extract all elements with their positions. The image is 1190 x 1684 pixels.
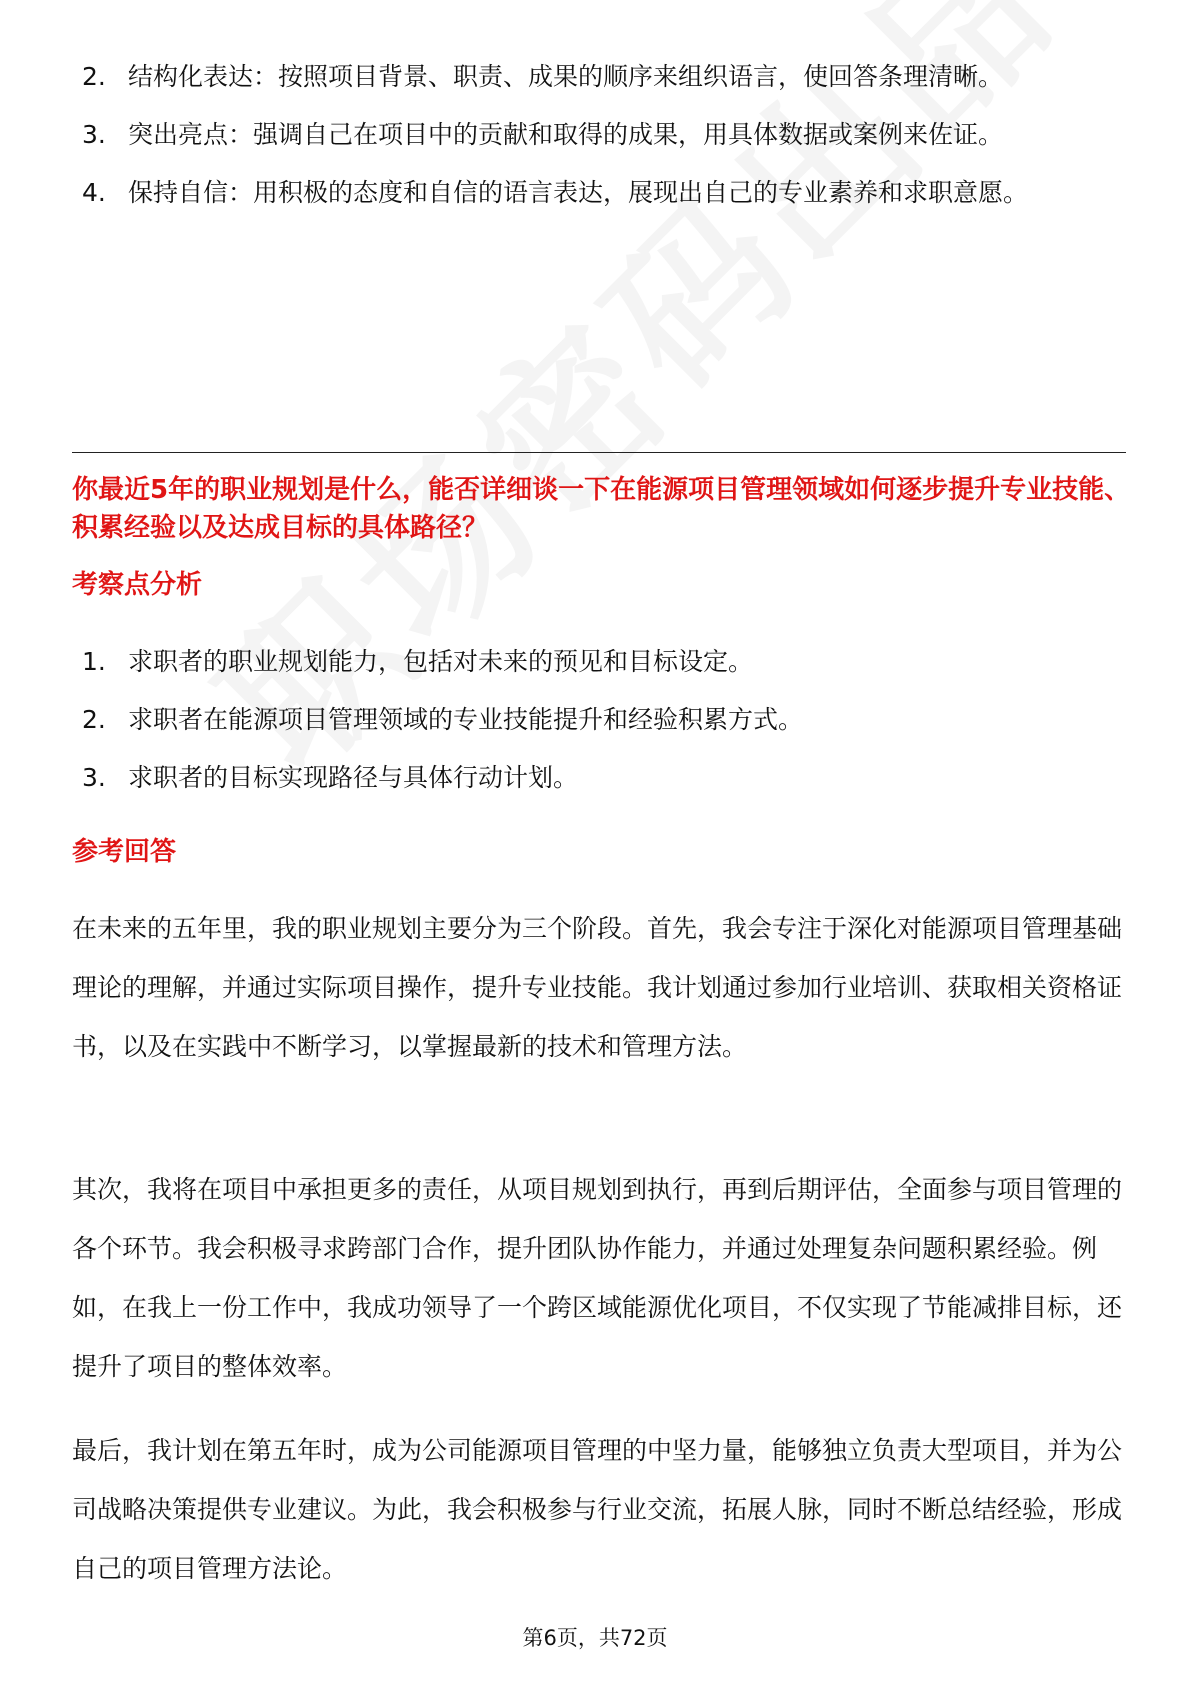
- list-item-text: 求职者的职业规划能力，包括对未来的预见和目标设定。: [128, 647, 754, 676]
- answer-heading: 参考回答: [72, 837, 177, 867]
- interview-question: 你最近5年的职业规划是什么，能否详细谈一下在能源项目管理领域如何逐步提升专业技能、积累经验以及达成目标的具体路径？: [72, 475, 1131, 543]
- list-item-number: 1.: [82, 647, 106, 676]
- answer-paragraph: 其次，我将在项目中承担更多的责任，从项目规划到执行，再到后期评估，全面参与项目管理的各个环节。我会积极寻求跨部门合作，提升团队协作能力，并通过处理复杂问题积累经验。例如，在我上一份工作中，我成功领导了一个跨区域能源优化项目，不仅实现了节能减排目标，还提升了项目的整体效率。: [72, 1175, 1123, 1381]
- page-number: 第6页，共72页: [522, 1626, 668, 1650]
- list-item-text: 结构化表达：按照项目背景、职责、成果的顺序来组织语言，使回答条理清晰。: [128, 62, 1004, 91]
- list-item: [72, 749, 1132, 807]
- list-item-number: 4.: [82, 178, 106, 207]
- list-item-number: 3.: [82, 120, 106, 149]
- list-item-text: 求职者在能源项目管理领域的专业技能提升和经验积累方式。: [128, 705, 804, 734]
- section-divider: [72, 452, 1126, 453]
- list-item-text: 保持自信：用积极的态度和自信的语言表达，展现出自己的专业素养和求职意愿。: [128, 178, 1029, 207]
- list-item: [72, 164, 1132, 222]
- list-item: [72, 633, 1132, 691]
- answer-paragraph: 最后，我计划在第五年时，成为公司能源项目管理的中坚力量，能够独立负责大型项目，并为公司战略决策提供专业建议。为此，我会积极参与行业交流，拓展人脉，同时不断总结经验，形成自己的项目管理方法论。: [72, 1436, 1123, 1583]
- answer-paragraph: 在未来的五年里，我的职业规划主要分为三个阶段。首先，我会专注于深化对能源项目管理基础理论的理解，并通过实际项目操作，提升专业技能。我计划通过参加行业培训、获取相关资格证书，以及在实践中不断学习，以掌握最新的技术和管理方法。: [72, 914, 1123, 1061]
- analysis-list: [72, 633, 1132, 807]
- list-item-number: 2.: [82, 62, 106, 91]
- list-item-text: 求职者的目标实现路径与具体行动计划。: [128, 763, 579, 792]
- list-item: [72, 106, 1132, 164]
- list-item: [72, 691, 1132, 749]
- tips-list: [72, 48, 1132, 222]
- list-item-number: 2.: [82, 705, 106, 734]
- list-item-number: 3.: [82, 763, 106, 792]
- analysis-heading: 考察点分析: [72, 570, 203, 600]
- list-item: [72, 48, 1132, 106]
- list-item-text: 突出亮点：强调自己在项目中的贡献和取得的成果，用具体数据或案例来佐证。: [128, 120, 1004, 149]
